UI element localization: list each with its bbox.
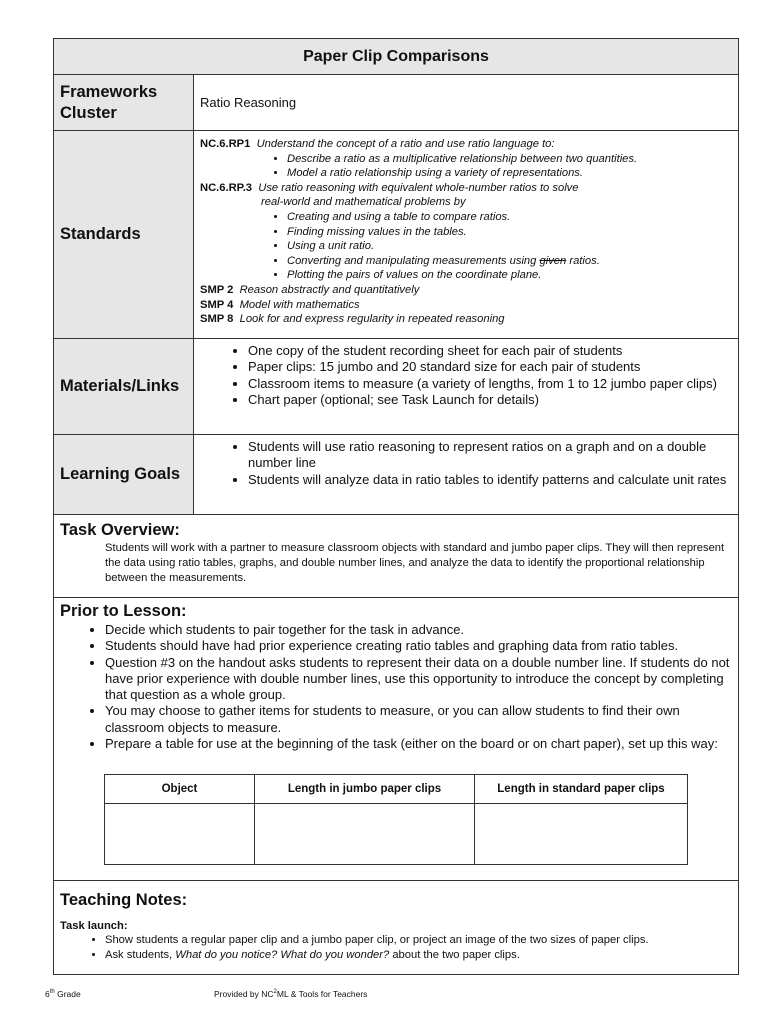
materials-label: Materials/Links (54, 339, 194, 434)
list-item: • Students will use ratio reasoning to represent ratios on a graph and on a double number line (248, 439, 732, 472)
standards-label: Standards (54, 131, 194, 338)
lesson-document (53, 38, 739, 975)
goals-content (194, 435, 738, 514)
frameworks-row (54, 75, 738, 131)
materials-content (194, 339, 738, 434)
table-header: Length in standard paper clips (475, 775, 688, 804)
goals-label: Learning Goals (54, 435, 194, 514)
list-item: • Converting and manipulating measurements using given ratios. (287, 254, 732, 269)
list-item: • Decide which students to pair together for the task in advance. (105, 622, 732, 638)
list-item: • Ask students, What do you notice? What do you wonder? about the two paper clips. (105, 948, 732, 963)
list-item: • Plotting the pairs of values on the coordinate plane. (287, 268, 732, 283)
table-header: Length in jumbo paper clips (255, 775, 475, 804)
teaching-heading: Teaching Notes: (60, 891, 188, 909)
list-item: • Chart paper (optional; see Task Launch for details) (248, 392, 732, 408)
list-item: • Using a unit ratio. (287, 239, 732, 254)
list-item: • Question #3 on the handout asks students to represent their data on a double number line. If students do not have prior experience with double number lines, use this opportunity to introduce the concept by completing that question as a whole group. (105, 655, 732, 704)
task-overview-text: Students will work with a partner to measure classroom objects with standard and jumbo paper clips. They will then represent the data using ratio tables, graphs, and double number lines, and analyze the data to identify the proportional relationship between the measurements. (105, 542, 725, 584)
page-title: Paper Clip Comparisons (54, 39, 738, 75)
list-item: • Show students a regular paper clip and a jumbo paper clip, or project an image of the two sizes of paper clips. (105, 933, 732, 948)
teaching-notes-section (54, 881, 738, 974)
frameworks-value: Ratio Reasoning (200, 95, 297, 110)
list-item: • Creating and using a table to compare ratios. (287, 210, 732, 225)
materials-row (54, 339, 738, 435)
table-header: Object (105, 775, 255, 804)
list-item: • Model a ratio relationship using a variety of representations. (287, 166, 732, 181)
list-item: • Prepare a table for use at the beginning of the task (either on the board or on chart paper), set up this way: (105, 736, 732, 752)
task-overview-heading: Task Overview: (60, 521, 180, 539)
list-item: • You may choose to gather items for students to measure, or you can allow students to find their own classroom objects to measure. (105, 703, 732, 736)
list-item: • Describe a ratio as a multiplicative relationship between two quantities. (287, 152, 732, 167)
task-overview-section (54, 515, 738, 598)
standards-content: NC.6.RP1 Understand the concept of a ratio and use ratio language to: • Describe a ratio as a multiplicative relationship between two quantities. • Model a ratio relationship using a variety of representations. NC.6.RP.3 Use ratio reasoning with equivalent whole-number ratios to solve real-world and mathematical problems by • Creating and using a table to compare ratios. • Finding missing values in the tables. • Using a unit ratio. • Converting and manipulating measurements using given ratios. • Plotting the pairs of values on the coordinate plane. SMP 2 Reason abstractly and quantitatively SMP 4 Model with mathematics SMP 8 Look for and express regularity in repeated reasoning (194, 131, 738, 338)
list-item: • Students should have had prior experience creating ratio tables and graphing data from ratio tables. (105, 638, 732, 654)
footer-grade: 6th Grade (45, 989, 81, 999)
task-launch-subheading: Task launch: (60, 920, 128, 932)
table-cell (475, 804, 688, 865)
list-item: • Classroom items to measure (a variety of lengths, from 1 to 12 jumbo paper clips) (248, 376, 732, 392)
table-cell (105, 804, 255, 865)
list-item: • Students will analyze data in ratio tables to identify patterns and calculate unit rates (248, 472, 732, 488)
list-item: • Finding missing values in the tables. (287, 225, 732, 240)
prior-heading: Prior to Lesson: (60, 602, 187, 620)
standards-row (54, 131, 738, 339)
prior-to-lesson-section (54, 598, 738, 881)
list-item: • One copy of the student recording sheet for each pair of students (248, 343, 732, 359)
goals-row (54, 435, 738, 515)
list-item: • Paper clips: 15 jumbo and 20 standard size for each pair of students (248, 359, 732, 375)
table-cell (255, 804, 475, 865)
object-length-table (104, 774, 688, 865)
frameworks-label: Frameworks Cluster (54, 75, 194, 130)
footer-provided: Provided by $NC^2ML$ & Tools for Teachers (214, 989, 368, 999)
